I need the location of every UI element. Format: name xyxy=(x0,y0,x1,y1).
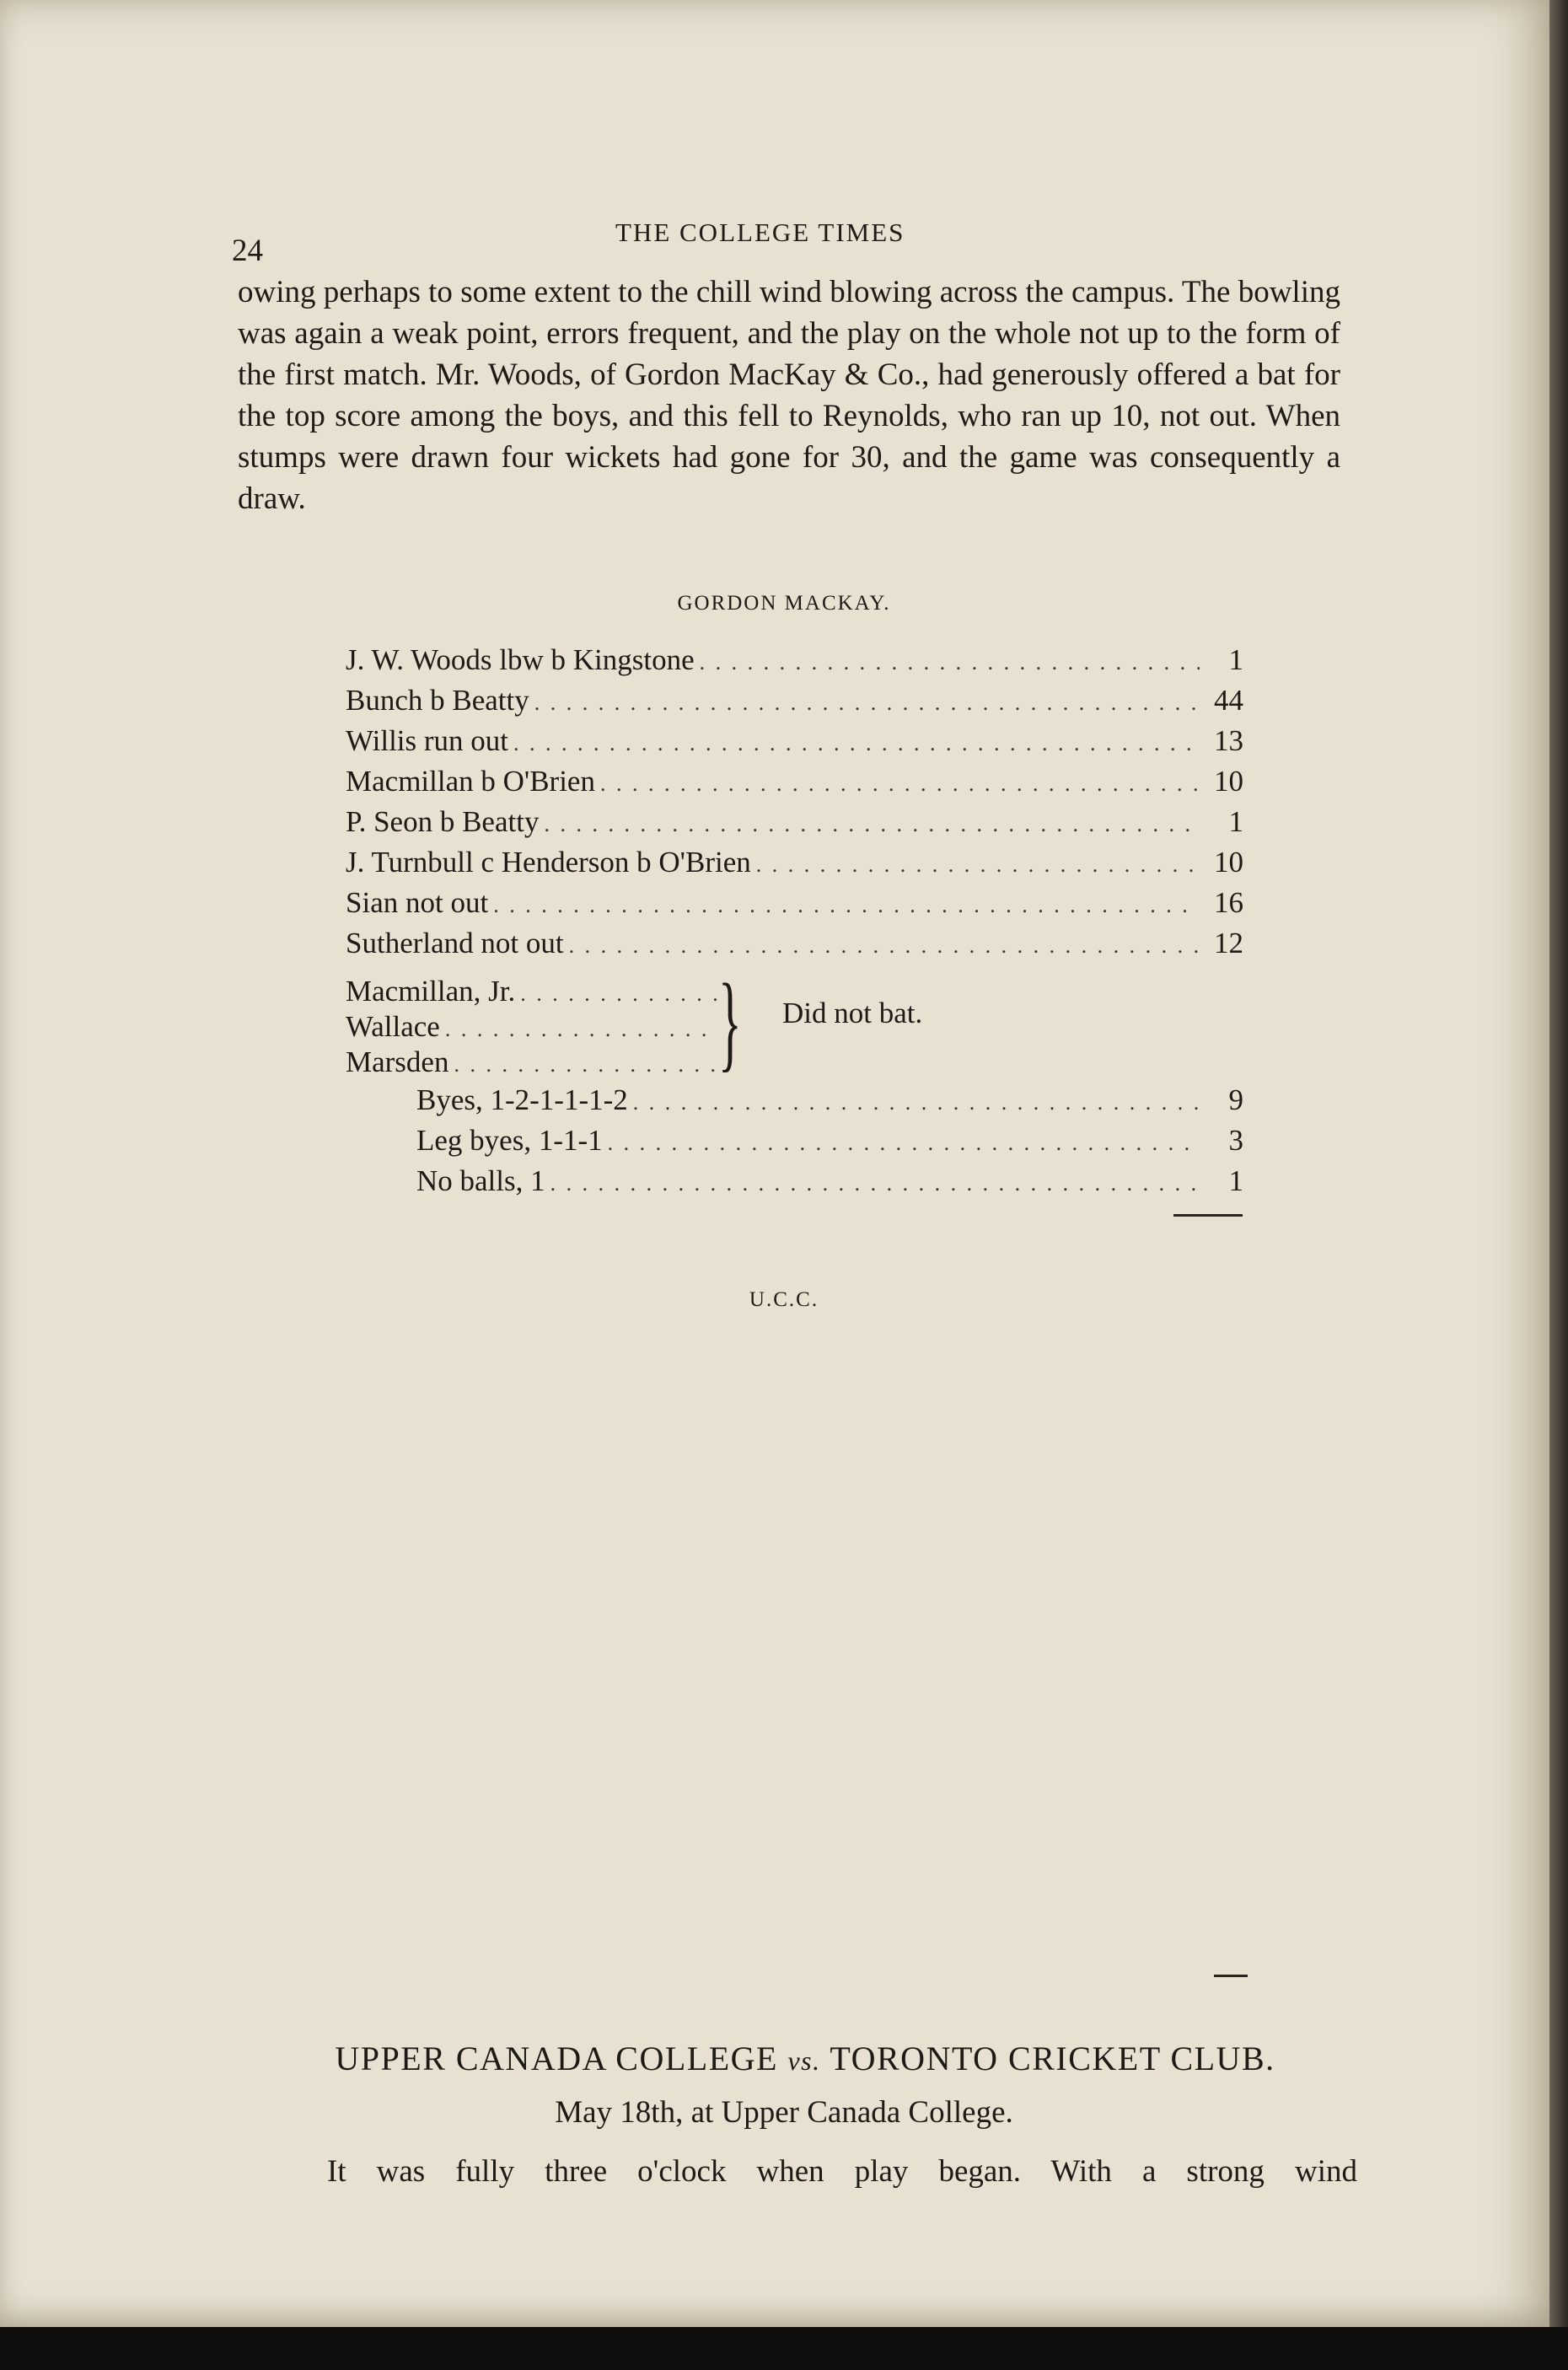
player-entry: Byes, 1-2-1-1-1-2 xyxy=(416,1083,628,1116)
did-not-bat-label: Did not bat. xyxy=(782,997,923,1029)
runs-value: 3 xyxy=(1228,1124,1243,1157)
player-entry: Marsden xyxy=(346,1045,449,1078)
book-spine xyxy=(1549,0,1568,2370)
page-number: 24 xyxy=(232,234,263,268)
player-entry: Bunch b Beatty xyxy=(346,684,529,717)
player-entry: Sian not out xyxy=(346,886,489,919)
extras-row xyxy=(416,1162,1243,1201)
batting-row xyxy=(346,641,1243,680)
runs-value: 16 xyxy=(1214,886,1243,919)
batting-row xyxy=(346,681,1243,720)
dot-leader xyxy=(608,1124,1200,1163)
runs-value: 10 xyxy=(1214,846,1243,879)
player-entry: P. Seon b Beatty xyxy=(346,805,540,838)
match-versus: vs. xyxy=(787,2045,821,2076)
runs-value: 13 xyxy=(1214,724,1243,757)
dot-leader xyxy=(633,1083,1200,1122)
batting-row xyxy=(346,843,1243,882)
player-entry: Sutherland not out xyxy=(346,927,564,959)
intro-paragraph xyxy=(238,271,1340,519)
did-not-bat-player xyxy=(346,1008,717,1046)
player-entry: Macmillan b O'Brien xyxy=(346,765,595,798)
dot-leader xyxy=(569,927,1200,965)
extras-row xyxy=(416,1121,1243,1160)
batting-row xyxy=(346,884,1243,922)
runs-value: 44 xyxy=(1214,684,1243,717)
runs-value: 1 xyxy=(1228,643,1243,676)
runs-value: 10 xyxy=(1214,765,1243,798)
runs-value: 1 xyxy=(1228,1164,1243,1197)
match-team-home: UPPER CANADA COLLEGE xyxy=(335,2039,778,2077)
ucc-total-rule xyxy=(1214,1975,1248,1977)
right-brace: } xyxy=(718,962,742,1082)
extras-row xyxy=(416,1081,1243,1120)
batting-row xyxy=(346,924,1243,963)
next-match-title xyxy=(253,2039,1357,2078)
dot-leader xyxy=(550,1164,1200,1203)
scan-bottom-edge xyxy=(0,2327,1568,2370)
dot-leader xyxy=(454,1045,717,1084)
did-not-bat-player xyxy=(346,1043,717,1082)
player-entry: Wallace xyxy=(346,1010,440,1043)
dot-leader xyxy=(534,684,1200,723)
dot-leader xyxy=(756,846,1200,884)
gordon-mackay-heading: GORDON MACKAY. xyxy=(677,592,891,615)
player-entry: Macmillan, Jr. xyxy=(346,975,516,1008)
match-team-away: TORONTO CRICKET CLUB. xyxy=(830,2039,1275,2077)
player-entry: J. W. Woods lbw b Kingstone xyxy=(346,643,695,676)
page-header xyxy=(232,211,1345,268)
dot-leader xyxy=(493,886,1200,925)
running-head: THE COLLEGE TIMES xyxy=(615,218,905,247)
did-not-bat-player xyxy=(346,972,717,1011)
player-entry: Leg byes, 1-1-1 xyxy=(416,1124,603,1157)
runs-value: 1 xyxy=(1228,805,1243,838)
gm-total-rule xyxy=(1173,1214,1243,1217)
next-match-subtitle: May 18th, at Upper Canada College. xyxy=(555,2095,1013,2130)
dot-leader xyxy=(700,643,1200,682)
dot-leader xyxy=(544,805,1200,844)
ucc-heading: U.C.C. xyxy=(749,1288,819,1311)
intro-text: owing perhaps to some extent to the chill wind blowing across the campus. The bowling was again a weak point, errors frequent, and the play on the whole not up to the form of the first match. Mr. Woods, of Gordon MacKay & Co., had generously offered a bat for the top score among the boys, and this fell to Reynolds, who ran up 10, not out. When stumps were drawn four wickets had gone for 30, and the game was consequently a draw. xyxy=(238,275,1340,516)
runs-value: 12 xyxy=(1214,927,1243,959)
batting-row xyxy=(346,722,1243,760)
dot-leader xyxy=(600,765,1200,803)
player-entry: J. Turnbull c Henderson b O'Brien xyxy=(346,846,751,879)
runs-value: 9 xyxy=(1228,1083,1243,1116)
batting-row xyxy=(346,762,1243,801)
player-entry: No balls, 1 xyxy=(416,1164,545,1197)
next-match-first-line: It was fully three o'clock when play began. With a strong wind xyxy=(327,2154,1357,2189)
batting-row xyxy=(346,803,1243,841)
dot-leader xyxy=(513,724,1200,763)
player-entry: Willis run out xyxy=(346,724,509,757)
